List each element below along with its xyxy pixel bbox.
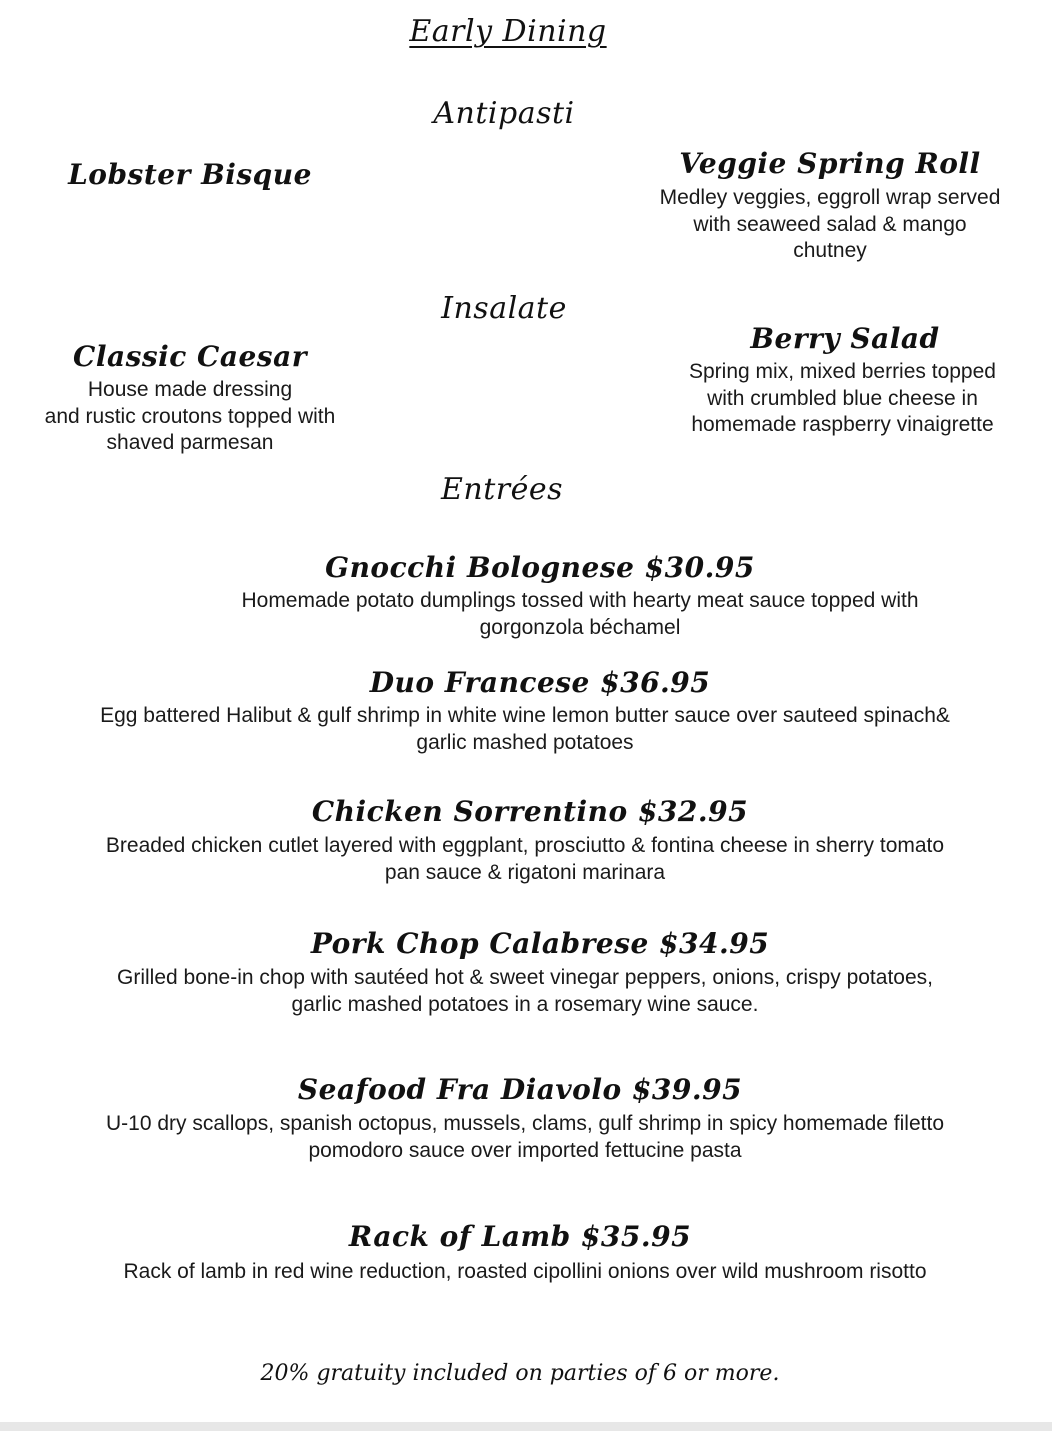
menu-item-name: Pork Chop Calabrese $34.95 — [310, 927, 770, 960]
menu-item-name: Gnocchi Bolognese $30.95 — [325, 551, 755, 584]
menu-item-description: Breaded chicken cutlet layered with eggplant, prosciutto & fontina cheese in sherry tomato pan sauce & rigatoni marinara — [105, 834, 945, 884]
menu-item-description: Homemade potato dumplings tossed with hearty meat sauce topped with gorgonzola béchamel — [241, 589, 919, 639]
menu-item-name: Classic Caesar — [73, 340, 307, 373]
menu-item-description: Medley veggies, eggroll wrap served with seaweed salad & mango chutney — [659, 186, 1001, 262]
menu-item-name: Rack of Lamb $35.95 — [348, 1220, 692, 1253]
menu-item-name: Lobster Bisque — [68, 158, 312, 191]
menu-item-description: Spring mix, mixed berries topped with crumbled blue cheese in homemade raspberry vinaigrette — [689, 360, 996, 436]
page-bottom-edge — [0, 1422, 1052, 1431]
menu-item-name: Duo Francese $36.95 — [369, 666, 711, 699]
menu-item-description: House made dressing and rustic croutons topped with shaved parmesan — [44, 378, 336, 454]
menu-item-name: Berry Salad — [750, 322, 940, 355]
menu-item-name: Seafood Fra Diavolo $39.95 — [297, 1073, 743, 1106]
menu-item-description: U-10 dry scallops, spanish octopus, mussels, clams, gulf shrimp in spicy homemade filetto pomodoro sauce over imported fettucine pasta — [105, 1112, 944, 1162]
section-heading-antipasti: Antipasti — [433, 96, 575, 131]
menu-title: Early Dining — [409, 14, 607, 49]
menu-item-description: Egg battered Halibut & gulf shrimp in white wine lemon butter sauce over sauteed spinach& garlic mashed potatoes — [100, 704, 950, 754]
menu-item-description: Rack of lamb in red wine reduction, roasted cipollini onions over wild mushroom risotto — [123, 1260, 927, 1283]
section-heading-insalate: Insalate — [441, 291, 567, 326]
gratuity-note: 20% gratuity included on parties of 6 or more. — [260, 1361, 780, 1386]
menu-item-description: Grilled bone-in chop with sautéed hot & sweet vinegar peppers, onions, crispy potatoes, garlic mashed potatoes in a rosemary wine sauce. — [117, 966, 933, 1016]
menu-item-name: Veggie Spring Roll — [679, 147, 981, 180]
menu-item-name: Chicken Sorrentino $32.95 — [311, 795, 749, 828]
section-heading-entrees: Entrées — [440, 472, 564, 507]
